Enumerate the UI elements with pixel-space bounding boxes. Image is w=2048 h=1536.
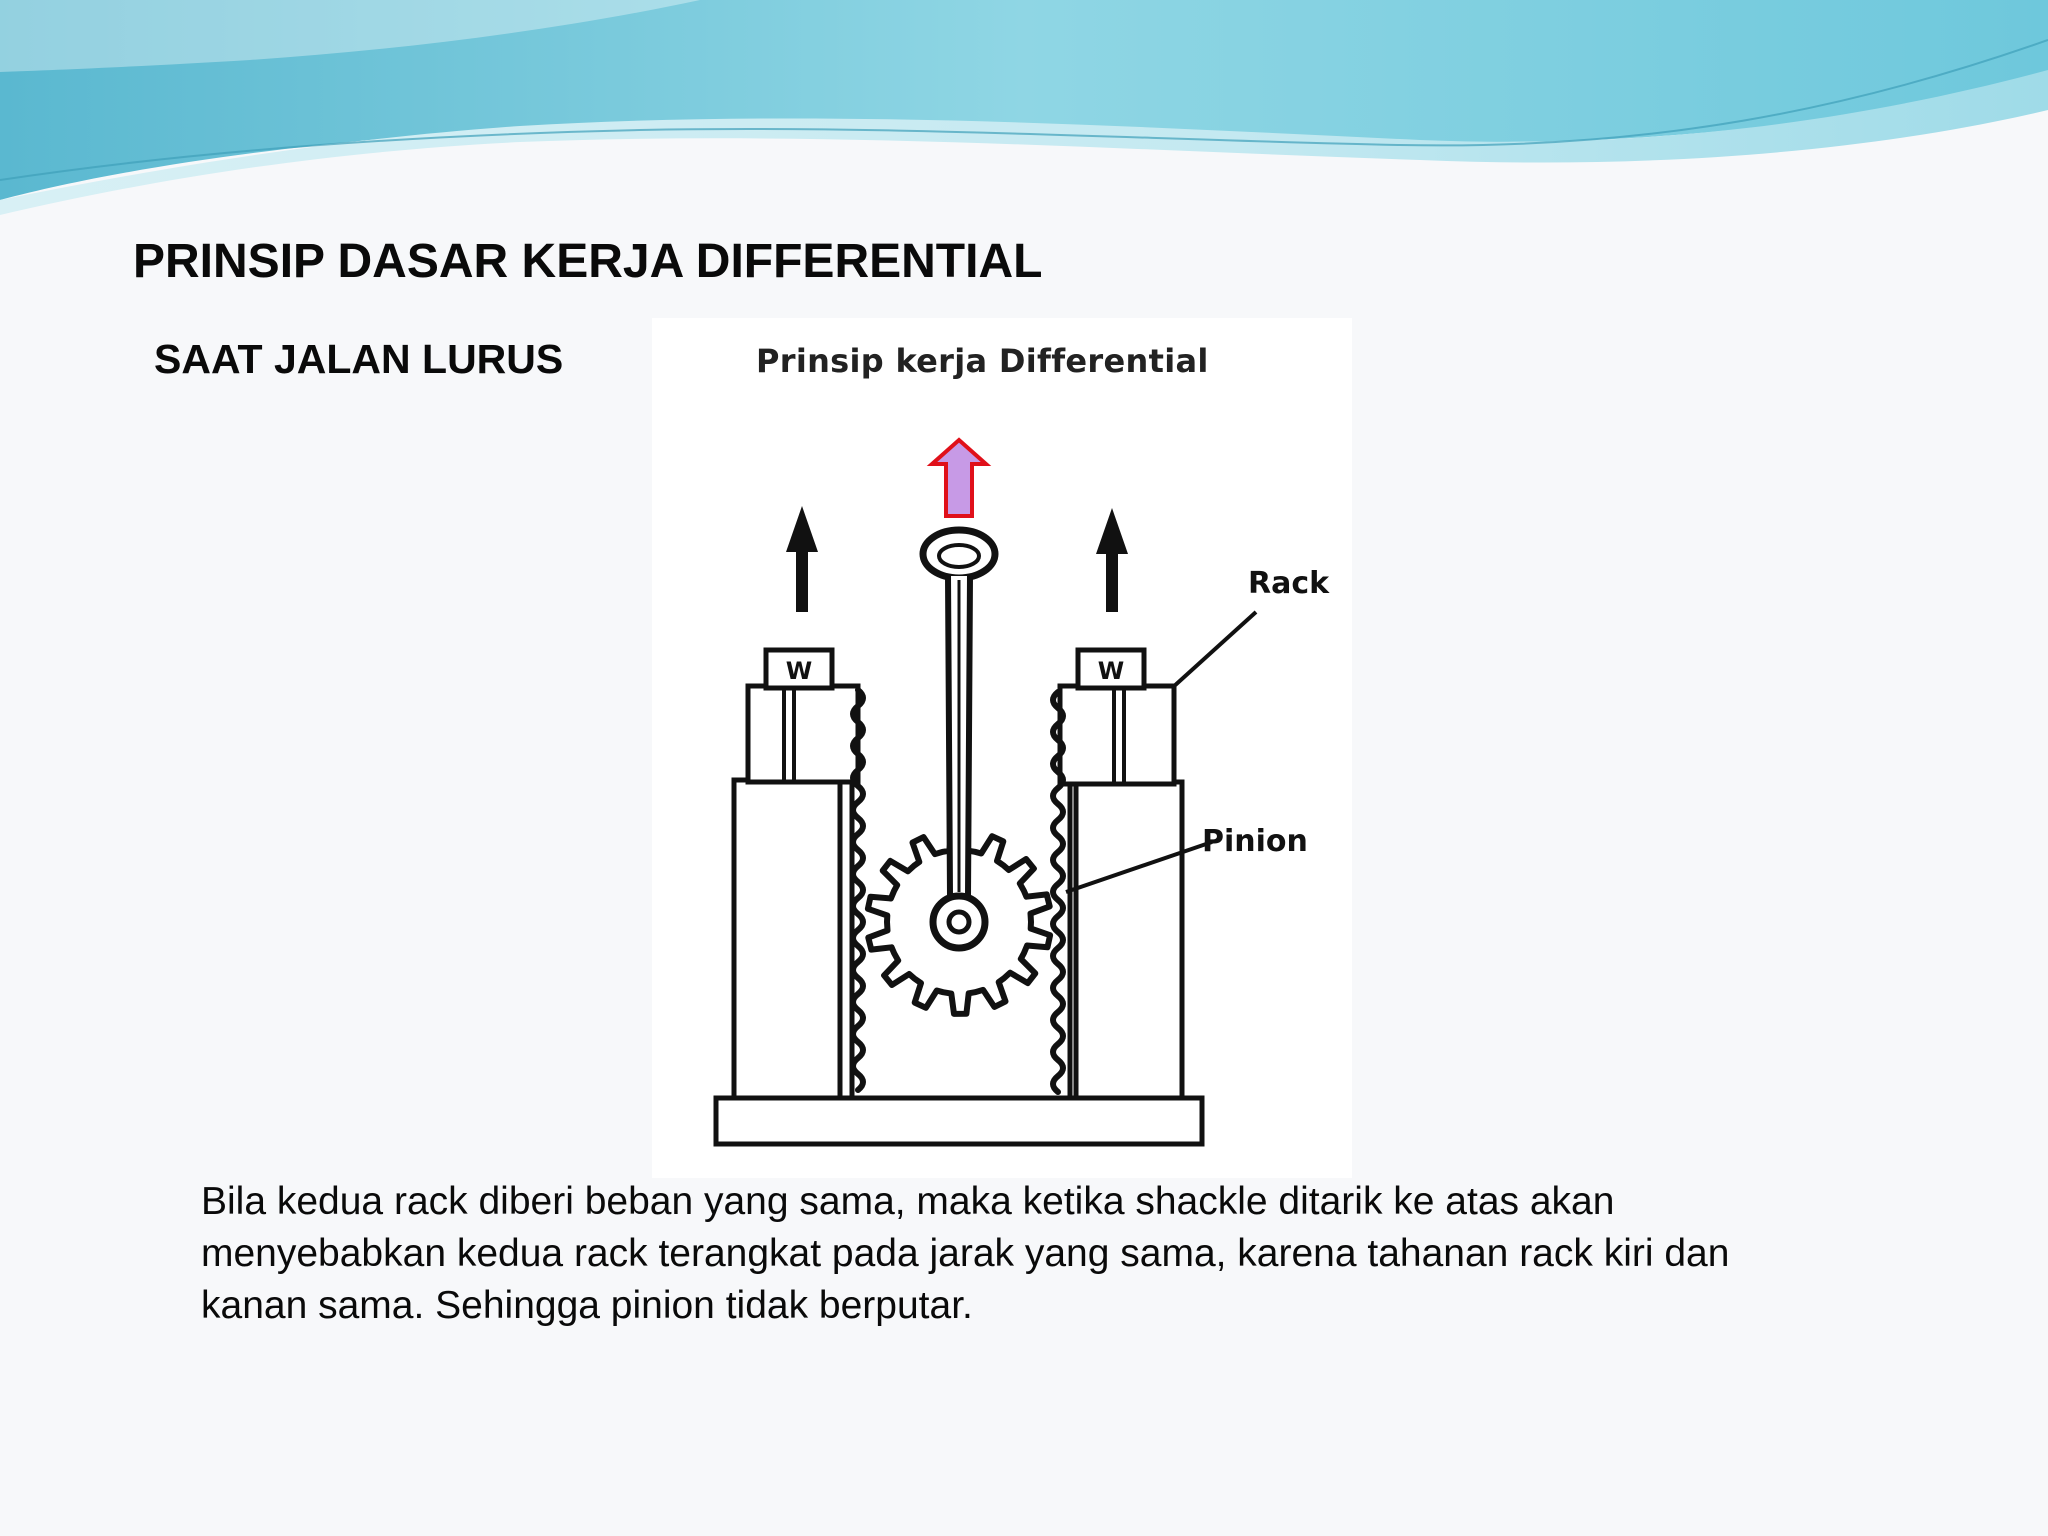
right-weight-label: W [1097, 657, 1125, 685]
rack-label: Rack [1248, 566, 1330, 601]
explanation-paragraph: Bila kedua rack diberi beban yang sama, maka ketika shackle ditarik ke atas akan menyebabkan kedua rack terangkat pada jarak yang sama, karena tahanan rack kiri dan kanan sama. Sehingga pinion tidak berputar. [201, 1180, 1730, 1327]
left-weight [766, 650, 832, 688]
section-subtitle: SAAT JALAN LURUS [154, 336, 564, 382]
right-rack-up-arrow [1096, 508, 1128, 612]
shackle-up-arrow [932, 440, 986, 516]
differential-diagram [652, 318, 1352, 1178]
figure-caption: Prinsip kerja Differential [756, 342, 1209, 380]
left-rack-up-arrow [786, 506, 818, 612]
header-wave-decoration [0, 0, 2048, 240]
right-weight [1078, 650, 1144, 688]
left-guide-block [734, 780, 852, 1098]
right-guide-block [1070, 782, 1182, 1098]
left-weight-label: W [785, 657, 813, 685]
pinion-label: Pinion [1202, 824, 1308, 859]
rack-leader-line [1172, 612, 1256, 688]
slide-title: PRINSIP DASAR KERJA DIFFERENTIAL [133, 235, 1043, 288]
diagram-drawing [652, 318, 1352, 1178]
base-plate [716, 1098, 1202, 1144]
